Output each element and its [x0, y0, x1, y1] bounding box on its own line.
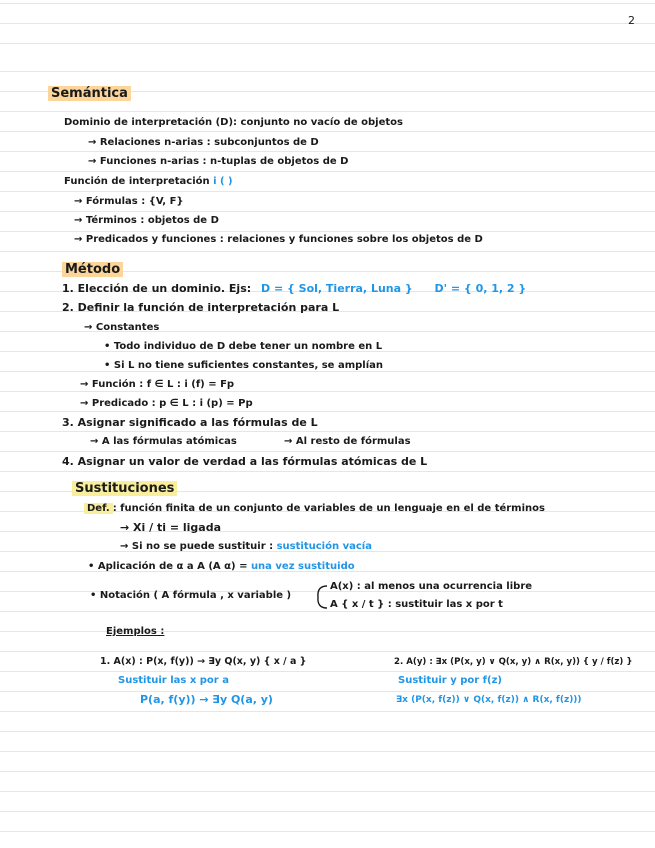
- metodo-title: Método: [62, 262, 123, 277]
- ejemplo-1-nota: Sustituir las x por a: [118, 675, 229, 686]
- page-number: 2: [628, 14, 635, 27]
- no-sustituir-text: → Si no se puede sustituir :: [120, 541, 274, 552]
- notation-brace-icon: [313, 582, 329, 612]
- section-title-semantica: [48, 86, 131, 102]
- step1-example-1: D = { Sol, Tierra, Luna }: [261, 282, 413, 295]
- terminos-line: → Términos : objetos de D: [74, 215, 219, 226]
- constantes-line: → Constantes: [84, 322, 160, 333]
- una-vez-sustituido: una vez sustituido: [250, 561, 355, 572]
- ejemplos-label: [106, 625, 164, 639]
- bullet-individuo: • Todo individuo de D debe tener un nombre en L: [104, 341, 383, 352]
- semantica-title: Semántica: [48, 86, 131, 101]
- step3-line: 3. Asignar significado a las fórmulas de L: [62, 416, 318, 429]
- aplicacion-line: [88, 560, 355, 574]
- def-line: [84, 502, 545, 516]
- ligada-line: → Xi / ti = ligada: [120, 521, 222, 534]
- ejemplo-2-nota: Sustituir y por f(z): [398, 675, 502, 686]
- ejemplos-text: Ejemplos :: [106, 626, 165, 637]
- funcion-line: → Función : f ∈ L : i (f) = Fp: [80, 379, 235, 390]
- bullet-constantes: • Si L no tiene suficientes constantes, se amplían: [104, 360, 383, 371]
- sustitucion-vacia: sustitución vacía: [276, 541, 372, 552]
- step1-text: 1. Elección de un dominio. Ejs:: [62, 282, 252, 295]
- step3-resto: → Al resto de fórmulas: [284, 436, 411, 447]
- sustituciones-title: Sustituciones: [72, 481, 177, 496]
- step4-line: 4. Asignar un valor de verdad a las fórmulas atómicas de L: [62, 455, 428, 468]
- funcion-interp-symbol: i ( ): [213, 176, 233, 187]
- aplicacion-text: • Aplicación de α a A (A α) =: [88, 561, 248, 572]
- dominio-line: Dominio de interpretación (D): conjunto no vacío de objetos: [64, 117, 403, 128]
- step1-example-2: D' = { 0, 1, 2 }: [434, 282, 527, 295]
- section-title-sustituciones: [72, 481, 177, 497]
- no-sustituir-line: [120, 540, 372, 554]
- def-text: : función finita de un conjunto de variables de un lenguaje en el de términos: [112, 503, 545, 514]
- predicados-line: → Predicados y funciones : relaciones y funciones sobre los objetos de D: [74, 234, 483, 245]
- ejemplo-1-resultado: P(a, f(y)) → ∃y Q(a, y): [140, 693, 273, 706]
- step1-line: [62, 282, 526, 296]
- ejemplo-2: 2. A(y) : ∃x (P(x, y) ∨ Q(x, y) ∧ R(x, y)) { y / f(z) }: [394, 657, 633, 667]
- relaciones-line: → Relaciones n-arias : subconjuntos de D: [88, 137, 319, 148]
- def-label: Def.: [84, 503, 113, 514]
- funciones-line: → Funciones n-arias : n-tuplas de objetos de D: [88, 156, 349, 167]
- formulas-line: → Fórmulas : {V, F}: [74, 196, 184, 207]
- step3-atomicas: → A las fórmulas atómicas: [90, 436, 237, 447]
- notacion-sustituir: A { x / t } : sustituir las x por t: [330, 599, 503, 610]
- ejemplo-2-resultado: ∃x (P(x, f(z)) ∨ Q(x, f(z)) ∧ R(x, f(z))): [396, 695, 582, 705]
- funcion-interp-line: [64, 175, 233, 189]
- section-title-metodo: [62, 262, 123, 278]
- notacion-line: • Notación ( A fórmula , x variable ): [90, 590, 292, 601]
- notacion-ocurrencia-libre: A(x) : al menos una ocurrencia libre: [330, 581, 533, 592]
- funcion-interp-label: Función de interpretación: [64, 176, 210, 187]
- step2-line: 2. Definir la función de interpretación para L: [62, 301, 340, 314]
- predicado-line: → Predicado : p ∈ L : i (p) = Pp: [80, 398, 253, 409]
- ejemplo-1: 1. A(x) : P(x, f(y)) → ∃y Q(x, y) { x / a }: [100, 656, 307, 667]
